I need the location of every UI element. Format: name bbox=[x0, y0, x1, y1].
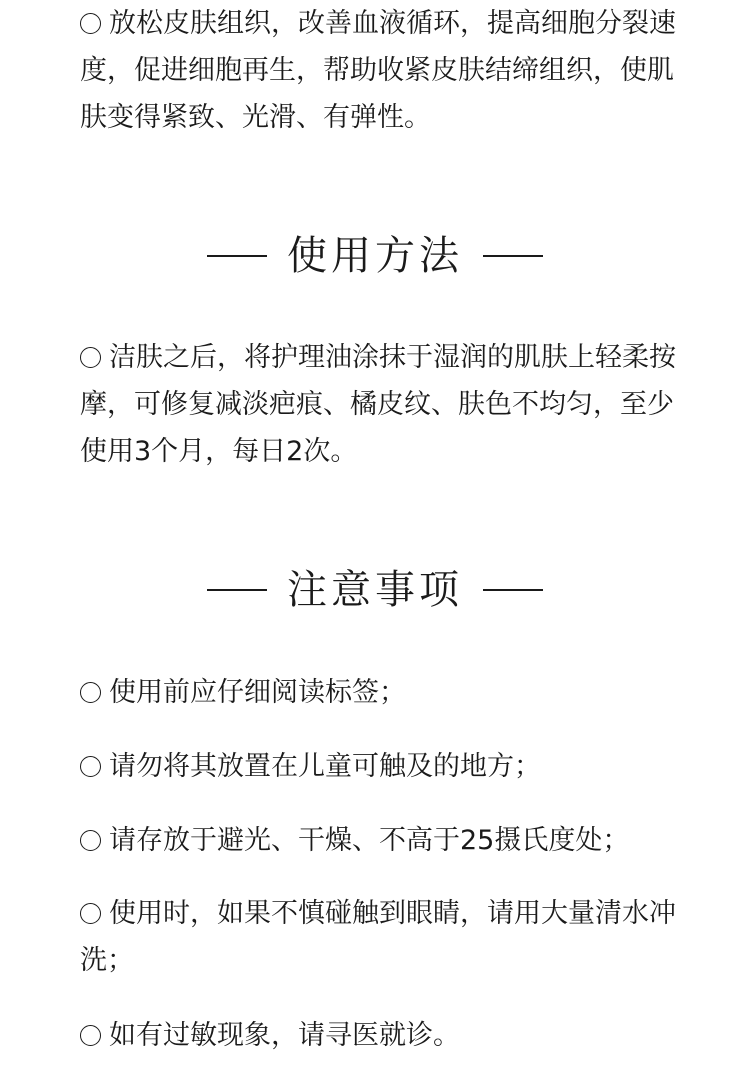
effects-paragraph bbox=[80, 0, 680, 141]
effects-text: 放松皮肤组织，改善血液循环，提高细胞分裂速度，促进细胞再生，帮助收紧皮肤结缔组织，使肌肤变得紧致、光滑、有弹性。 bbox=[80, 8, 676, 133]
caution-item bbox=[80, 669, 680, 716]
circle-bullet-icon bbox=[80, 830, 101, 851]
circle-bullet-icon bbox=[80, 13, 101, 34]
heading-right-dash bbox=[483, 589, 543, 591]
caution-item-text: 如有过敏现象，请寻医就诊。 bbox=[109, 1020, 460, 1051]
caution-item bbox=[80, 1012, 680, 1059]
caution-item bbox=[80, 890, 680, 984]
circle-bullet-icon bbox=[80, 347, 101, 368]
cautions-heading bbox=[0, 560, 750, 620]
caution-item bbox=[80, 743, 680, 790]
heading-right-dash bbox=[483, 255, 543, 257]
caution-item-text: 使用前应仔细阅读标签； bbox=[109, 677, 406, 708]
usage-heading-title: 使用方法 bbox=[287, 233, 463, 279]
caution-item-text: 请勿将其放置在儿童可触及的地方； bbox=[109, 751, 541, 782]
circle-bullet-icon bbox=[80, 1025, 101, 1046]
heading-left-dash bbox=[207, 589, 267, 591]
caution-item-text: 使用时，如果不慎碰触到眼睛，请用大量清水冲洗； bbox=[80, 898, 676, 976]
circle-bullet-icon bbox=[80, 682, 101, 703]
usage-heading bbox=[0, 226, 750, 286]
circle-bullet-icon bbox=[80, 756, 101, 777]
usage-paragraph bbox=[80, 334, 680, 475]
cautions-heading-title: 注意事项 bbox=[287, 567, 463, 613]
caution-item bbox=[80, 817, 680, 864]
heading-left-dash bbox=[207, 255, 267, 257]
circle-bullet-icon bbox=[80, 903, 101, 924]
usage-text: 洁肤之后，将护理油涂抹于湿润的肌肤上轻柔按摩，可修复减淡疤痕、橘皮纹、肤色不均匀，至少使用3个月，每日2次。 bbox=[80, 342, 676, 467]
caution-item-text: 请存放于避光、干燥、不高于25摄氏度处； bbox=[109, 825, 630, 856]
